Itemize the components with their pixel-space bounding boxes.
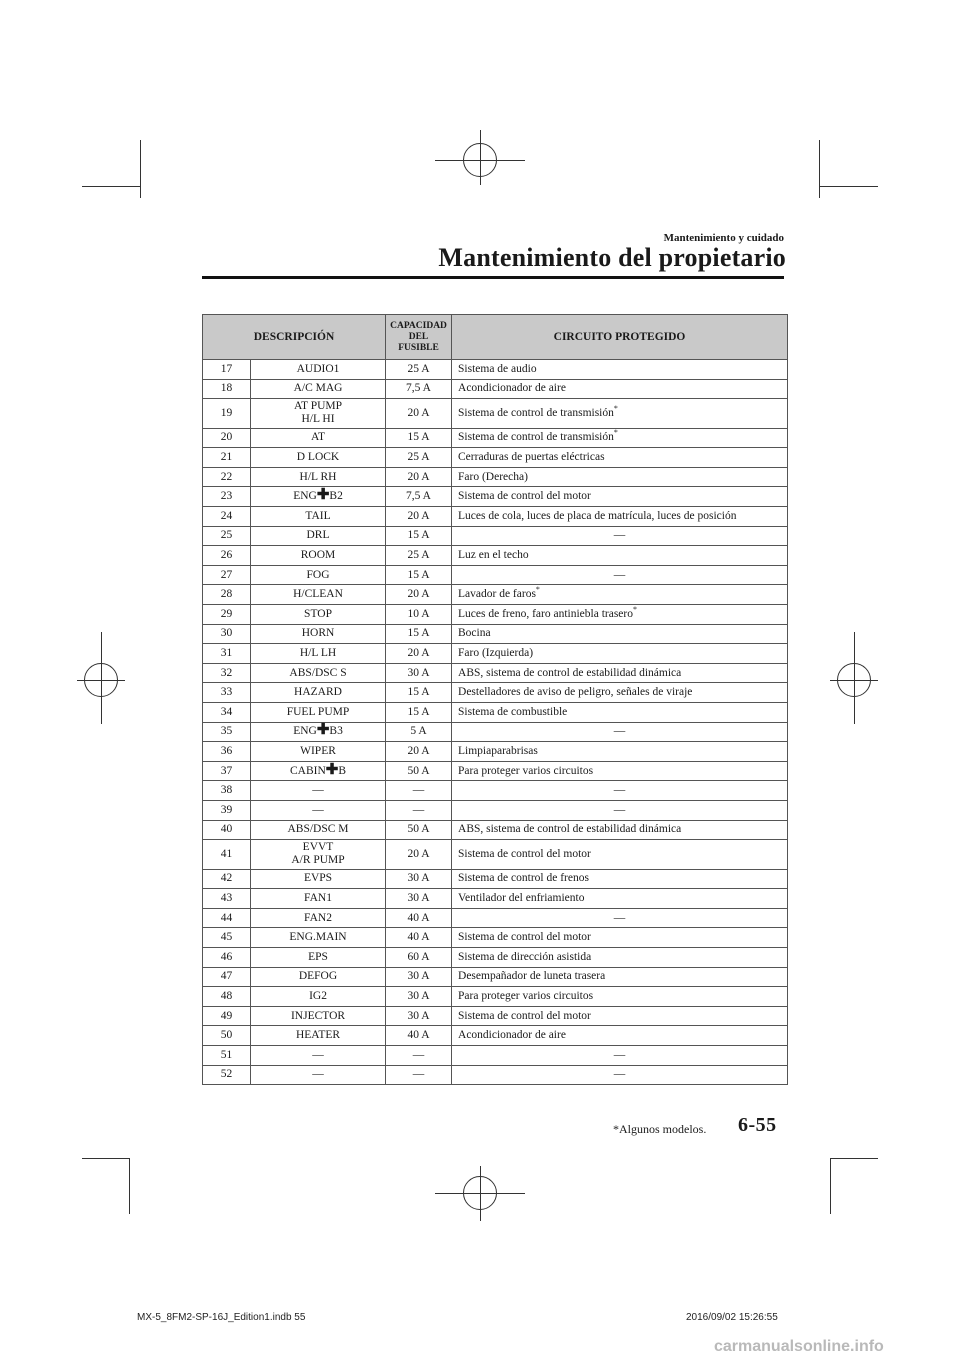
fuse-description-line: A/C MAG — [293, 382, 343, 395]
fuse-number: 34 — [203, 703, 251, 723]
fuse-description — [251, 360, 386, 380]
fuse-description-line: FAN1 — [304, 892, 332, 905]
fuse-capacity: 30 A — [386, 987, 452, 1007]
protected-circuit-text: — — [613, 725, 626, 738]
protected-circuit — [452, 869, 788, 889]
fuse-capacity: 7,5 A — [386, 487, 452, 507]
protected-circuit — [452, 379, 788, 399]
fuse-capacity: 20 A — [386, 507, 452, 527]
table-row — [203, 428, 788, 448]
header-circuit: CIRCUITO PROTEGIDO — [452, 315, 788, 360]
fuse-capacity: 15 A — [386, 683, 452, 703]
fuse-description — [251, 928, 386, 948]
fuse-description — [251, 507, 386, 527]
fuse-description — [251, 624, 386, 644]
table-row — [203, 448, 788, 468]
protected-circuit — [452, 605, 788, 625]
page-title: Mantenimiento del propietario — [438, 243, 786, 272]
fuse-number: 41 — [203, 840, 251, 870]
header-capacity-line: FUSIBLE — [398, 342, 439, 353]
protected-circuit — [452, 428, 788, 448]
fuse-number: 22 — [203, 467, 251, 487]
protected-circuit-text: Para proteger varios circuitos — [458, 764, 594, 777]
fuse-number: 27 — [203, 565, 251, 585]
fuse-capacity: 25 A — [386, 360, 452, 380]
fuse-capacity: 25 A — [386, 546, 452, 566]
protected-circuit — [452, 546, 788, 566]
fuse-number: 52 — [203, 1065, 251, 1085]
protected-circuit-text: Lavador de faros — [458, 588, 536, 601]
protected-circuit-text: — — [613, 911, 626, 924]
header-capacity-line: CAPACIDAD — [390, 320, 447, 331]
footnote: *Algunos modelos. — [613, 1122, 707, 1136]
plus-icon: ✚ — [316, 487, 330, 504]
fuse-capacity: — — [386, 781, 452, 801]
fuse-capacity: — — [386, 800, 452, 820]
protected-circuit-text: Cerraduras de puertas eléctricas — [458, 451, 605, 464]
protected-circuit-text: Limpiaparabrisas — [458, 744, 538, 757]
fuse-capacity: 15 A — [386, 703, 452, 723]
fuse-description — [251, 722, 386, 742]
fuse-capacity: 20 A — [386, 840, 452, 870]
fuse-number: 42 — [203, 869, 251, 889]
fuse-number: 28 — [203, 585, 251, 605]
protected-circuit — [452, 624, 788, 644]
fuse-description-part: CABIN — [289, 764, 326, 777]
table-row — [203, 1006, 788, 1026]
protected-circuit — [452, 683, 788, 703]
header-capacity-line: DEL — [408, 331, 429, 342]
fuse-capacity: 7,5 A — [386, 379, 452, 399]
fuse-capacity: — — [386, 1065, 452, 1085]
fuse-number: 31 — [203, 644, 251, 664]
table-row — [203, 467, 788, 487]
fuse-description — [251, 820, 386, 840]
fuse-capacity: 15 A — [386, 565, 452, 585]
footnote-marker: * — [613, 428, 618, 438]
protected-circuit-text: ABS, sistema de control de estabilidad dinámica — [458, 823, 682, 836]
section-label: Mantenimiento y cuidado — [663, 232, 784, 244]
fuse-number: 51 — [203, 1046, 251, 1066]
fuse-description-line: ROOM — [300, 549, 336, 562]
fuse-description — [251, 1046, 386, 1066]
fuse-number: 26 — [203, 546, 251, 566]
protected-circuit — [452, 448, 788, 468]
fuse-description-line: TAIL — [305, 509, 331, 522]
table-header-row — [203, 315, 788, 360]
protected-circuit — [452, 948, 788, 968]
fuse-description — [251, 1065, 386, 1085]
fuse-description-line: AUDIO1 — [296, 362, 340, 375]
fuse-description-line: HEATER — [295, 1029, 341, 1042]
fuse-description-part: B — [338, 764, 347, 777]
protected-circuit-text: Desempañador de luneta trasera — [458, 970, 606, 983]
fuse-capacity: 10 A — [386, 605, 452, 625]
fuse-capacity: — — [386, 1046, 452, 1066]
fuse-capacity: 30 A — [386, 869, 452, 889]
fuse-description-line: — — [312, 803, 324, 816]
protected-circuit — [452, 703, 788, 723]
protected-circuit-text: Sistema de audio — [458, 362, 537, 375]
table-row — [203, 742, 788, 762]
fuse-description — [251, 683, 386, 703]
fuse-number: 48 — [203, 987, 251, 1007]
fuse-description — [251, 1006, 386, 1026]
table-row — [203, 546, 788, 566]
protected-circuit — [452, 908, 788, 928]
fuse-description — [251, 663, 386, 683]
fuse-description-line: H/L RH — [299, 470, 337, 483]
protected-circuit — [452, 889, 788, 909]
protected-circuit — [452, 722, 788, 742]
protected-circuit — [452, 487, 788, 507]
fuse-description — [251, 948, 386, 968]
fuse-description — [251, 800, 386, 820]
fuse-description-line: H/CLEAN — [293, 588, 343, 601]
fuse-description-line: EVVT — [302, 841, 334, 854]
table-row — [203, 487, 788, 507]
plus-icon: ✚ — [325, 761, 339, 778]
protected-circuit — [452, 987, 788, 1007]
protected-circuit-text: Luces de cola, luces de placa de matrícula, luces de posición — [458, 509, 737, 522]
fuse-capacity: 30 A — [386, 663, 452, 683]
fuse-table — [202, 314, 788, 1085]
fuse-description — [251, 908, 386, 928]
fuse-description-line: ABS/DSC M — [287, 823, 349, 836]
fuse-description — [251, 644, 386, 664]
fuse-description — [251, 967, 386, 987]
fuse-capacity: 15 A — [386, 624, 452, 644]
fuse-number: 25 — [203, 526, 251, 546]
fuse-description — [251, 585, 386, 605]
table-row — [203, 1046, 788, 1066]
protected-circuit — [452, 1046, 788, 1066]
fuse-description-line: FOG — [306, 568, 330, 581]
protected-circuit-text: Sistema de control de frenos — [458, 872, 589, 885]
protected-circuit-text: Sistema de dirección asistida — [458, 950, 592, 963]
table-row — [203, 820, 788, 840]
table-row — [203, 360, 788, 380]
protected-circuit-text: Bocina — [458, 627, 491, 640]
table-row — [203, 526, 788, 546]
protected-circuit-text: Sistema de control del motor — [458, 490, 591, 503]
fuse-description-line: IG2 — [309, 990, 327, 1003]
header-capacity — [386, 315, 452, 360]
fuse-description — [251, 840, 386, 870]
fuse-description-line: AT PUMP — [293, 400, 343, 413]
fuse-description-line: HORN — [301, 627, 335, 640]
fuse-description-line: A/R PUMP — [291, 854, 345, 867]
fuse-capacity: 20 A — [386, 742, 452, 762]
protected-circuit-text: Luz en el techo — [458, 549, 529, 562]
fuse-description-line: AT — [310, 431, 326, 444]
fuse-description-line: EVPS — [303, 872, 333, 885]
table-row — [203, 703, 788, 723]
protected-circuit — [452, 585, 788, 605]
fuse-number: 45 — [203, 928, 251, 948]
header-description: DESCRIPCIÓN — [203, 315, 386, 360]
fuse-number: 36 — [203, 742, 251, 762]
table-row — [203, 889, 788, 909]
protected-circuit-text: Faro (Izquierda) — [458, 647, 534, 660]
title-rule — [202, 276, 784, 279]
footnote-marker: * — [535, 585, 540, 595]
table-row — [203, 605, 788, 625]
watermark: carmanualsonline.info — [714, 1338, 884, 1355]
protected-circuit — [452, 526, 788, 546]
fuse-description — [251, 565, 386, 585]
table-row — [203, 869, 788, 889]
fuse-capacity: 15 A — [386, 428, 452, 448]
protected-circuit — [452, 467, 788, 487]
fuse-capacity: 30 A — [386, 889, 452, 909]
fuse-description-part: B2 — [329, 490, 343, 503]
protected-circuit-text: Luces de freno, faro antiniebla trasero — [458, 607, 633, 620]
fuse-description — [251, 761, 386, 781]
table-row — [203, 644, 788, 664]
table-row — [203, 761, 788, 781]
protected-circuit — [452, 761, 788, 781]
fuse-description — [251, 605, 386, 625]
table-row — [203, 399, 788, 429]
table-row — [203, 507, 788, 527]
fuse-capacity: 20 A — [386, 585, 452, 605]
fuse-capacity: 50 A — [386, 761, 452, 781]
protected-circuit-text: — — [613, 784, 626, 797]
protected-circuit — [452, 1006, 788, 1026]
fuse-description-line: DEFOG — [298, 970, 338, 983]
fuse-description-line: ABS/DSC S — [289, 666, 347, 679]
protected-circuit-text: Destelladores de aviso de peligro, señales de viraje — [458, 686, 693, 699]
protected-circuit-text: Ventilador del enfriamiento — [458, 892, 585, 905]
table-row — [203, 840, 788, 870]
page-number: 6-55 — [738, 1114, 777, 1136]
fuse-number: 40 — [203, 820, 251, 840]
fuse-description-line: — — [312, 1068, 324, 1081]
fuse-description — [251, 526, 386, 546]
fuse-description-line: EPS — [308, 950, 328, 963]
protected-circuit — [452, 360, 788, 380]
protected-circuit-text: — — [613, 803, 626, 816]
protected-circuit — [452, 399, 788, 429]
table-row — [203, 948, 788, 968]
fuse-capacity: 20 A — [386, 467, 452, 487]
footnote-marker: * — [613, 404, 618, 414]
fuse-number: 43 — [203, 889, 251, 909]
fuse-description — [251, 869, 386, 889]
fuse-description-part: ENG — [293, 490, 317, 503]
fuse-table-body — [203, 360, 788, 1085]
protected-circuit — [452, 928, 788, 948]
fuse-number: 46 — [203, 948, 251, 968]
fuse-capacity: 40 A — [386, 908, 452, 928]
fuse-number: 18 — [203, 379, 251, 399]
plus-icon: ✚ — [316, 722, 330, 739]
fuse-description-line: — — [312, 1048, 324, 1061]
protected-circuit — [452, 663, 788, 683]
fuse-capacity: 40 A — [386, 1026, 452, 1046]
table-row — [203, 800, 788, 820]
table-row — [203, 722, 788, 742]
fuse-description-part: B3 — [329, 725, 343, 738]
protected-circuit — [452, 967, 788, 987]
protected-circuit-text: Sistema de control del motor — [458, 1009, 591, 1022]
fuse-description-line: HAZARD — [294, 686, 342, 699]
table-row — [203, 928, 788, 948]
fuse-capacity: 50 A — [386, 820, 452, 840]
protected-circuit-text: ABS, sistema de control de estabilidad dinámica — [458, 666, 682, 679]
fuse-capacity: 40 A — [386, 928, 452, 948]
fuse-description — [251, 448, 386, 468]
table-row — [203, 908, 788, 928]
fuse-description — [251, 1026, 386, 1046]
protected-circuit-text: — — [613, 1048, 626, 1061]
footnote-marker: * — [633, 605, 637, 614]
table-row — [203, 683, 788, 703]
protected-circuit — [452, 742, 788, 762]
table-row — [203, 987, 788, 1007]
table-row — [203, 585, 788, 605]
fuse-description — [251, 467, 386, 487]
fuse-number: 23 — [203, 487, 251, 507]
fuse-description — [251, 742, 386, 762]
table-row — [203, 781, 788, 801]
fuse-number: 29 — [203, 605, 251, 625]
fuse-capacity: 20 A — [386, 644, 452, 664]
protected-circuit-text: — — [613, 568, 626, 581]
fuse-description — [251, 781, 386, 801]
fuse-description-part: ENG — [293, 725, 317, 738]
table-row — [203, 663, 788, 683]
fuse-description-line: FUEL PUMP — [286, 705, 350, 718]
protected-circuit — [452, 644, 788, 664]
protected-circuit-text: Acondicionador de aire — [458, 1029, 566, 1042]
fuse-description-line: DRL — [306, 529, 330, 542]
fuse-number: 38 — [203, 781, 251, 801]
fuse-number: 32 — [203, 663, 251, 683]
fuse-description-line: D LOCK — [296, 451, 340, 464]
fuse-capacity: 20 A — [386, 399, 452, 429]
protected-circuit-text: Sistema de control del motor — [458, 931, 591, 944]
fuse-number: 19 — [203, 399, 251, 429]
fuse-capacity: 60 A — [386, 948, 452, 968]
protected-circuit-text: Acondicionador de aire — [458, 382, 566, 395]
fuse-description — [251, 987, 386, 1007]
protected-circuit — [452, 840, 788, 870]
fuse-number: 50 — [203, 1026, 251, 1046]
fuse-number: 20 — [203, 428, 251, 448]
fuse-capacity: 30 A — [386, 1006, 452, 1026]
table-row — [203, 624, 788, 644]
protected-circuit-text: Sistema de combustible — [458, 705, 568, 718]
fuse-description — [251, 703, 386, 723]
fuse-description-line: WIPER — [300, 744, 336, 757]
fuse-description-line: ENG.MAIN — [289, 931, 347, 944]
table-row — [203, 565, 788, 585]
fuse-number: 44 — [203, 908, 251, 928]
fuse-description — [251, 546, 386, 566]
fuse-description — [251, 889, 386, 909]
table-row — [203, 1026, 788, 1046]
protected-circuit-text: Sistema de control de transmisión — [458, 431, 614, 444]
table-row — [203, 1065, 788, 1085]
fuse-capacity: 5 A — [386, 722, 452, 742]
fuse-number: 49 — [203, 1006, 251, 1026]
protected-circuit-text: Sistema de control del motor — [458, 847, 591, 860]
fuse-description-line: INJECTOR — [290, 1009, 346, 1022]
fuse-description — [251, 428, 386, 448]
fuse-number: 35 — [203, 722, 251, 742]
protected-circuit — [452, 1065, 788, 1085]
fuse-number: 17 — [203, 360, 251, 380]
fuse-number: 24 — [203, 507, 251, 527]
protected-circuit-text: Faro (Derecha) — [458, 470, 528, 483]
fuse-number: 39 — [203, 800, 251, 820]
protected-circuit-text: Para proteger varios circuitos — [458, 990, 594, 1003]
fuse-number: 30 — [203, 624, 251, 644]
fuse-description-line: STOP — [304, 607, 332, 620]
fuse-number: 47 — [203, 967, 251, 987]
fuse-description-line: H/L LH — [299, 647, 337, 660]
protected-circuit-text: Sistema de control de transmisión — [458, 406, 614, 419]
fuse-description-line: — — [312, 784, 324, 797]
protected-circuit-text: — — [613, 1068, 626, 1081]
print-date-info: 2016/09/02 15:26:55 — [686, 1312, 778, 1323]
fuse-number: 37 — [203, 761, 251, 781]
protected-circuit — [452, 820, 788, 840]
print-file-info: MX-5_8FM2-SP-16J_Edition1.indb 55 — [137, 1312, 306, 1323]
fuse-description — [251, 487, 386, 507]
protected-circuit — [452, 565, 788, 585]
fuse-number: 33 — [203, 683, 251, 703]
fuse-description-line: H/L HI — [301, 413, 335, 426]
protected-circuit — [452, 507, 788, 527]
fuse-description — [251, 399, 386, 429]
table-row — [203, 379, 788, 399]
protected-circuit — [452, 781, 788, 801]
fuse-capacity: 25 A — [386, 448, 452, 468]
fuse-capacity: 30 A — [386, 967, 452, 987]
fuse-description — [251, 379, 386, 399]
fuse-number: 21 — [203, 448, 251, 468]
protected-circuit — [452, 1026, 788, 1046]
protected-circuit — [452, 800, 788, 820]
table-row — [203, 967, 788, 987]
fuse-description-line: FAN2 — [304, 911, 332, 924]
fuse-capacity: 15 A — [386, 526, 452, 546]
protected-circuit-text: — — [613, 529, 626, 542]
